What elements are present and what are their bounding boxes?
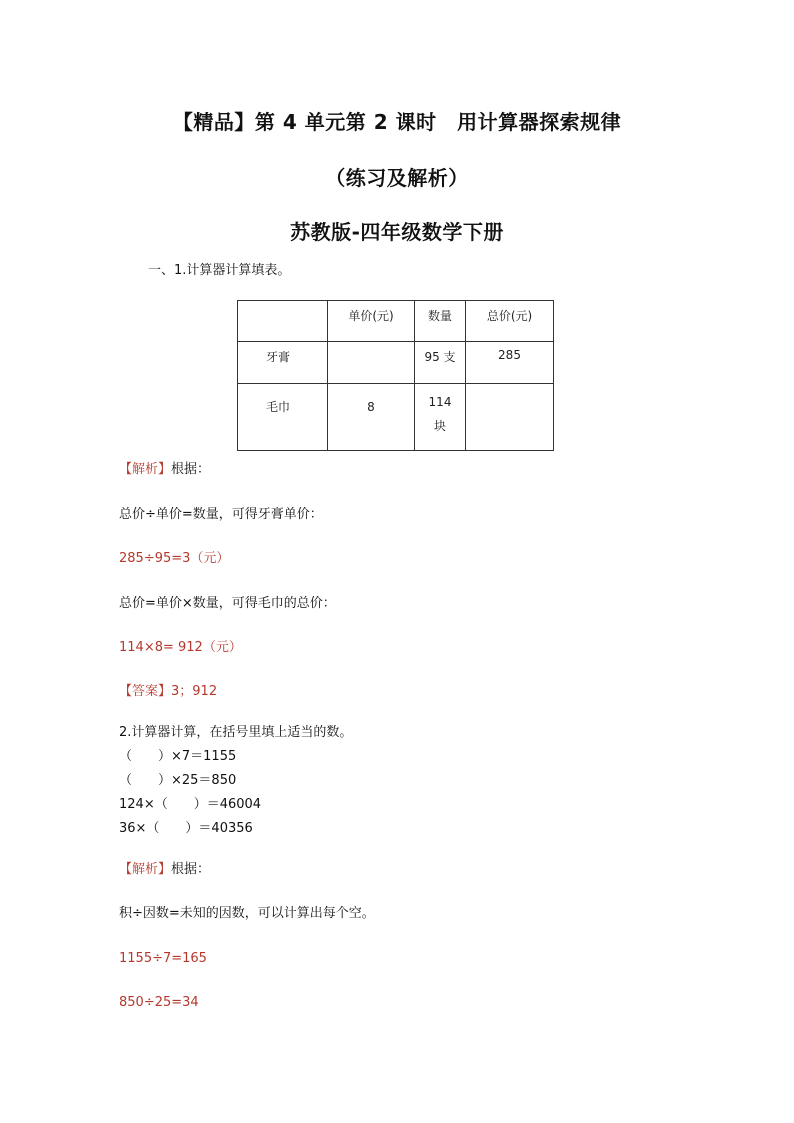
q2-item: 124×（ ）＝46004: [119, 797, 262, 812]
analysis-label: 【解析】: [119, 462, 172, 477]
q2-item: （ ）×7＝1155: [119, 749, 237, 764]
q1-step1-calc: 285÷95=3（元）: [119, 551, 230, 566]
table-cell: 毛巾: [238, 384, 328, 451]
q2-prompt: 2.计算器计算，在括号里填上适当的数。: [119, 725, 353, 740]
q2-item: （ ）×25＝850: [119, 773, 237, 788]
table-header-cell: 总价(元): [466, 301, 554, 342]
table-header-cell: [238, 301, 328, 342]
table-header-cell: 数量: [415, 301, 466, 342]
title-line-3: 苏教版-四年级数学下册: [290, 220, 504, 244]
analysis-intro: 根据：: [171, 862, 211, 877]
table-cell: 牙膏: [238, 342, 328, 384]
q1-prompt: 一、1.计算器计算填表。: [148, 263, 291, 278]
table-cell: 114 块: [415, 384, 466, 451]
q2-rule-text: 积÷因数=未知的因数，可以计算出每个空。: [119, 906, 375, 921]
title-line-1: 【精品】第 4 单元第 2 课时 用计算器探索规律: [172, 110, 622, 134]
price-table: [237, 300, 554, 451]
table-header-row: [238, 301, 554, 342]
q2-calc: 1155÷7=165: [119, 951, 207, 966]
table-row: [238, 342, 554, 384]
q1-step2-calc: 114×8= 912（元）: [119, 640, 242, 655]
q1-answer: [119, 683, 217, 701]
q2-calc: 850÷25=34: [119, 995, 199, 1010]
table-header-cell: 单价(元): [328, 301, 415, 342]
analysis-intro: 根据：: [171, 462, 211, 477]
answer-value: 3；912: [171, 684, 218, 699]
answer-label: 【答案】: [119, 684, 172, 699]
table-cell: [328, 342, 415, 384]
table-row: [238, 384, 554, 451]
table-cell: 8: [328, 384, 415, 451]
q1-step2-text: 总价=单价×数量，可得毛巾的总价：: [119, 596, 336, 611]
q1-step1-text: 总价÷单价=数量，可得牙膏单价：: [119, 507, 323, 522]
table-cell: [466, 384, 554, 451]
table-cell: 285: [466, 342, 554, 384]
title-line-2: （练习及解析）: [325, 166, 469, 190]
q1-analysis: [119, 461, 210, 479]
analysis-label: 【解析】: [119, 862, 172, 877]
q2-analysis: [119, 861, 210, 879]
q2-item: 36×（ ）＝40356: [119, 821, 253, 836]
table-cell: 95 支: [415, 342, 466, 384]
